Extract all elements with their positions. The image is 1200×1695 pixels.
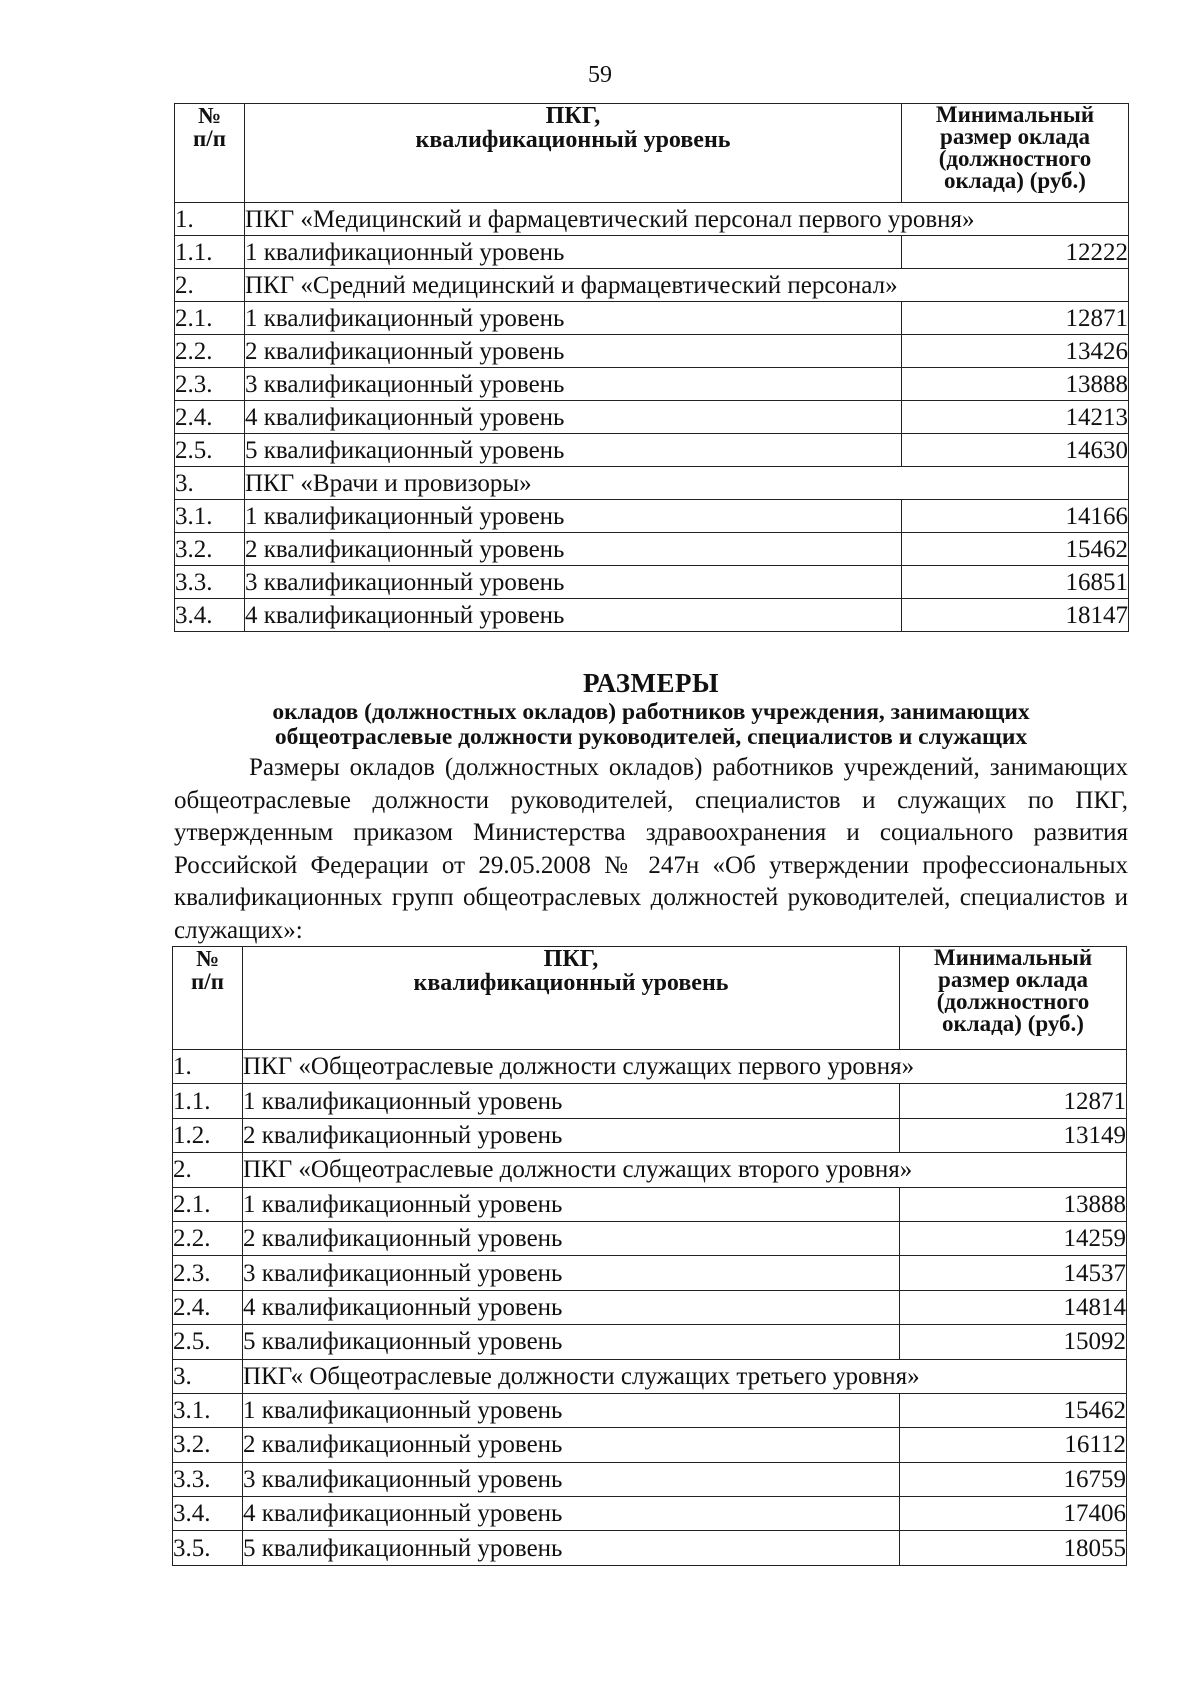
group-row bbox=[173, 1050, 1127, 1084]
table-row bbox=[173, 1531, 1127, 1565]
row-number: 3.1. bbox=[173, 1393, 243, 1427]
subtitle-line-1: окладов (должностных окладов) работников учреждения, занимающих bbox=[272, 699, 1030, 725]
row-number: 3. bbox=[175, 467, 245, 500]
group-name: ПКГ «Медицинский и фармацевтический персонал первого уровня» bbox=[245, 203, 1129, 236]
row-number: 2.1. bbox=[173, 1187, 243, 1221]
table-row bbox=[173, 1118, 1127, 1152]
row-number: 3.1. bbox=[175, 500, 245, 533]
qualification-level: 1 квалификационный уровень bbox=[245, 302, 902, 335]
qualification-level: 4 квалификационный уровень bbox=[245, 401, 902, 434]
qualification-level: 4 квалификационный уровень bbox=[245, 599, 902, 632]
row-number: 2.2. bbox=[173, 1221, 243, 1255]
section-title: РАЗМЕРЫ bbox=[582, 668, 720, 698]
table-header-row bbox=[173, 947, 1127, 1050]
table-header-row bbox=[175, 104, 1129, 203]
table-row bbox=[175, 335, 1129, 368]
row-number: 3.3. bbox=[173, 1462, 243, 1496]
row-number: 2.5. bbox=[173, 1325, 243, 1359]
qualification-level: 4 квалификационный уровень bbox=[243, 1290, 900, 1324]
salary-value: 13888 bbox=[902, 368, 1129, 401]
salary-value: 14259 bbox=[900, 1221, 1127, 1255]
salary-value: 15462 bbox=[902, 533, 1129, 566]
qualification-level: 3 квалификационный уровень bbox=[245, 566, 902, 599]
salary-value: 18147 bbox=[902, 599, 1129, 632]
salary-value: 14537 bbox=[900, 1256, 1127, 1290]
header-salary: Минимальный размер оклада (должностного оклада) (руб.) bbox=[902, 104, 1129, 203]
table-row bbox=[175, 533, 1129, 566]
table-row bbox=[175, 401, 1129, 434]
table-row bbox=[175, 434, 1129, 467]
group-row bbox=[173, 1153, 1127, 1187]
table-row bbox=[175, 302, 1129, 335]
group-name: ПКГ «Общеотраслевые должности служащих второго уровня» bbox=[243, 1153, 1127, 1187]
qualification-level: 3 квалификационный уровень bbox=[243, 1462, 900, 1496]
row-number: 3.4. bbox=[175, 599, 245, 632]
group-name: ПКГ «Общеотраслевые должности служащих первого уровня» bbox=[243, 1050, 1127, 1084]
qualification-level: 2 квалификационный уровень bbox=[243, 1428, 900, 1462]
qualification-level: 2 квалификационный уровень bbox=[245, 335, 902, 368]
qualification-level: 5 квалификационный уровень bbox=[243, 1531, 900, 1565]
row-number: 2.5. bbox=[175, 434, 245, 467]
qualification-level: 4 квалификационный уровень bbox=[243, 1497, 900, 1531]
qualification-level: 1 квалификационный уровень bbox=[245, 500, 902, 533]
group-name: ПКГ «Врачи и провизоры» bbox=[245, 467, 1129, 500]
salary-value: 14213 bbox=[902, 401, 1129, 434]
row-number: 3.2. bbox=[173, 1428, 243, 1462]
row-number: 1.1. bbox=[173, 1084, 243, 1118]
salary-value: 17406 bbox=[900, 1497, 1127, 1531]
qualification-level: 1 квалификационный уровень bbox=[245, 236, 902, 269]
salary-value: 13888 bbox=[900, 1187, 1127, 1221]
group-row bbox=[173, 1359, 1127, 1393]
table-row bbox=[173, 1084, 1127, 1118]
table-row bbox=[175, 500, 1129, 533]
group-row bbox=[175, 269, 1129, 302]
salary-table-general bbox=[172, 946, 1127, 1566]
group-row bbox=[175, 467, 1129, 500]
salary-value: 13426 bbox=[902, 335, 1129, 368]
row-number: 3. bbox=[173, 1359, 243, 1393]
table-row bbox=[173, 1221, 1127, 1255]
subtitle-line-2: общеотраслевые должности руководителей, специалистов и служащих bbox=[274, 724, 1028, 750]
table-row bbox=[175, 368, 1129, 401]
qualification-level: 1 квалификационный уровень bbox=[243, 1187, 900, 1221]
qualification-level: 3 квалификационный уровень bbox=[245, 368, 902, 401]
qualification-level: 1 квалификационный уровень bbox=[243, 1393, 900, 1427]
table-row bbox=[173, 1393, 1127, 1427]
group-name: ПКГ «Средний медицинский и фармацевтический персонал» bbox=[245, 269, 1129, 302]
salary-value: 14814 bbox=[900, 1290, 1127, 1324]
header-num: № п/п bbox=[173, 947, 243, 1050]
row-number: 2. bbox=[173, 1153, 243, 1187]
row-number: 2.2. bbox=[175, 335, 245, 368]
salary-value: 16112 bbox=[900, 1428, 1127, 1462]
salary-value: 18055 bbox=[900, 1531, 1127, 1565]
header-num: № п/п bbox=[175, 104, 245, 203]
table-row bbox=[173, 1187, 1127, 1221]
qualification-level: 1 квалификационный уровень bbox=[243, 1084, 900, 1118]
group-row bbox=[175, 203, 1129, 236]
row-number: 3.3. bbox=[175, 566, 245, 599]
qualification-level: 2 квалификационный уровень bbox=[243, 1118, 900, 1152]
row-number: 2.1. bbox=[175, 302, 245, 335]
qualification-level: 2 квалификационный уровень bbox=[245, 533, 902, 566]
row-number: 2.4. bbox=[175, 401, 245, 434]
page-number: 59 bbox=[588, 62, 612, 88]
row-number: 1.1. bbox=[175, 236, 245, 269]
body-text: Размеры окладов (должностных окладов) работников учреждений, занимающих общеотраслевые должности руководителей, специалистов и служащих по ПКГ, утвержденным приказом Министерства здравоохранения и социального развития Российской Федерации от 29.05.2008 № 247н «Об утверждении профессиональных квалификационных групп общеотраслевых должностей руководителей, специалистов и служащих»: bbox=[174, 754, 1128, 944]
table-row bbox=[173, 1256, 1127, 1290]
table-row bbox=[173, 1290, 1127, 1324]
qualification-level: 3 квалификационный уровень bbox=[243, 1256, 900, 1290]
salary-value: 12871 bbox=[900, 1084, 1127, 1118]
row-number: 2.3. bbox=[175, 368, 245, 401]
qualification-level: 5 квалификационный уровень bbox=[245, 434, 902, 467]
table-row bbox=[173, 1497, 1127, 1531]
salary-value: 14630 bbox=[902, 434, 1129, 467]
row-number: 2. bbox=[175, 269, 245, 302]
group-name: ПКГ« Общеотраслевые должности служащих третьего уровня» bbox=[243, 1359, 1127, 1393]
row-number: 3.5. bbox=[173, 1531, 243, 1565]
row-number: 1. bbox=[175, 203, 245, 236]
salary-value: 16851 bbox=[902, 566, 1129, 599]
salary-value: 15092 bbox=[900, 1325, 1127, 1359]
table-row bbox=[173, 1325, 1127, 1359]
salary-value: 12871 bbox=[902, 302, 1129, 335]
salary-value: 14166 bbox=[902, 500, 1129, 533]
qualification-level: 2 квалификационный уровень bbox=[243, 1221, 900, 1255]
salary-value: 15462 bbox=[900, 1393, 1127, 1427]
header-salary: Минимальный размер оклада (должностного оклада) (руб.) bbox=[900, 947, 1127, 1050]
salary-value: 16759 bbox=[900, 1462, 1127, 1496]
row-number: 3.4. bbox=[173, 1497, 243, 1531]
row-number: 1.2. bbox=[173, 1118, 243, 1152]
table-row bbox=[175, 599, 1129, 632]
table-row bbox=[173, 1428, 1127, 1462]
salary-value: 12222 bbox=[902, 236, 1129, 269]
table-row bbox=[175, 236, 1129, 269]
header-pkg: ПКГ, квалификационный уровень bbox=[243, 947, 900, 1050]
table-row bbox=[175, 566, 1129, 599]
row-number: 2.4. bbox=[173, 1290, 243, 1324]
table-body bbox=[175, 203, 1129, 632]
table-body bbox=[173, 1050, 1127, 1566]
row-number: 3.2. bbox=[175, 533, 245, 566]
salary-value: 13149 bbox=[900, 1118, 1127, 1152]
qualification-level: 5 квалификационный уровень bbox=[243, 1325, 900, 1359]
row-number: 2.3. bbox=[173, 1256, 243, 1290]
table-row bbox=[173, 1462, 1127, 1496]
salary-table-medical bbox=[174, 103, 1129, 632]
header-pkg: ПКГ, квалификационный уровень bbox=[245, 104, 902, 203]
section-body-paragraph bbox=[174, 752, 1128, 947]
section-subtitle bbox=[174, 700, 1128, 750]
row-number: 1. bbox=[173, 1050, 243, 1084]
